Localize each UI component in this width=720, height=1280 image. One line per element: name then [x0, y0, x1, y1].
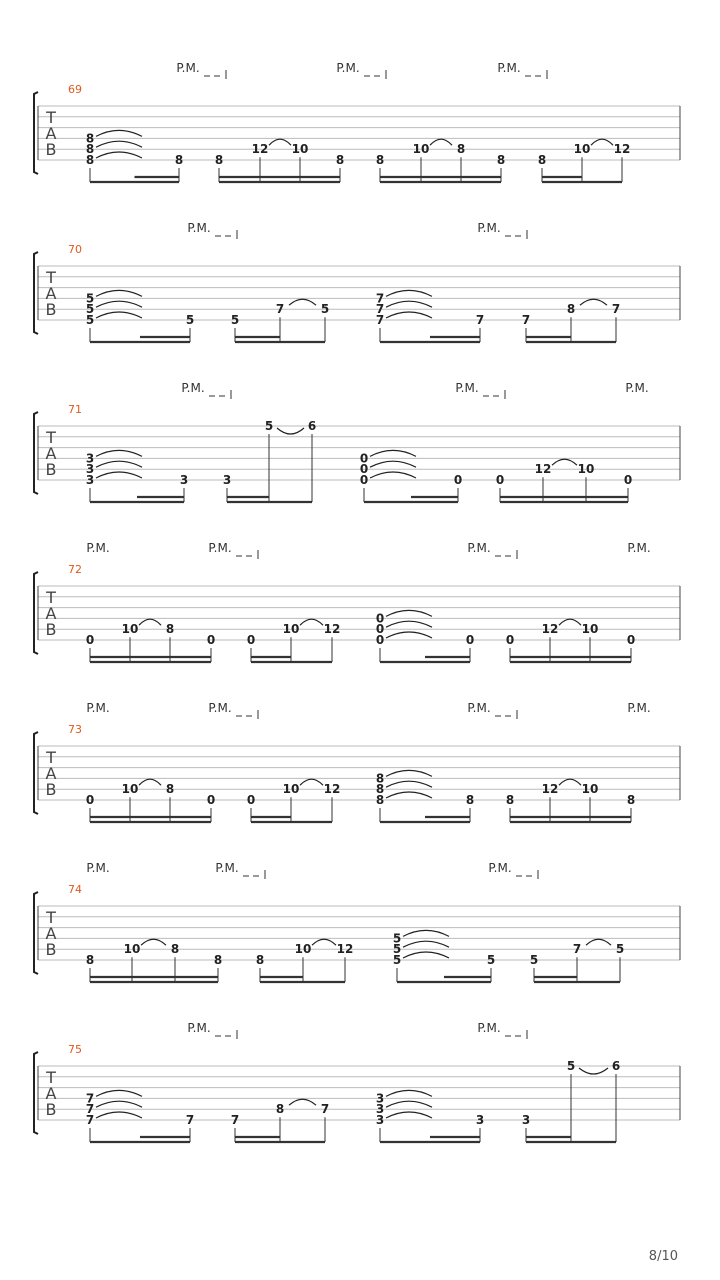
palm-mute-label: P.M.: [187, 221, 211, 235]
measure-number: 75: [68, 1043, 82, 1056]
measure-number: 71: [68, 403, 82, 416]
fret-number: 7: [275, 302, 285, 317]
slur-arc: [96, 130, 142, 136]
fret-number: 5: [85, 302, 95, 317]
fret-number: 8: [375, 793, 385, 807]
tab-clef-letter: B: [45, 1100, 57, 1119]
slur-arc: [403, 930, 449, 936]
palm-mute-label: P.M.: [336, 61, 360, 75]
fret-number: 8: [170, 942, 180, 957]
slur-arc: [96, 1101, 142, 1107]
fret-number: 5: [320, 302, 330, 317]
tab-clef-letter: T: [46, 748, 56, 767]
fret-number: 0: [453, 473, 463, 487]
slur-arc: [386, 621, 432, 627]
slur-arc: [370, 450, 416, 456]
fret-number: 7: [85, 1113, 95, 1127]
fret-number: 8: [255, 953, 265, 967]
slur-arc: [386, 632, 432, 638]
fret-number: 0: [359, 451, 369, 466]
slur-arc: [403, 952, 449, 958]
slur-arc: [370, 472, 416, 478]
tab-clef-letter: B: [45, 780, 57, 799]
tab-system: [34, 221, 680, 342]
fret-number: 8: [496, 153, 506, 167]
fret-number: 8: [375, 771, 385, 786]
slur-arc: [312, 939, 336, 945]
palm-mute-label: P.M.: [477, 1021, 501, 1035]
fret-number: 3: [475, 1113, 485, 1127]
fret-number: 10: [121, 622, 139, 637]
slur-arc: [300, 619, 323, 625]
slur-arc: [386, 312, 432, 318]
tab-clef-letter: B: [45, 940, 57, 959]
palm-mute-label: P.M.: [488, 861, 512, 875]
slur-arc: [586, 939, 611, 945]
measure-number: 69: [68, 83, 82, 96]
fret-number: 5: [185, 313, 195, 327]
fret-number: 8: [626, 793, 636, 807]
fret-number: 0: [375, 611, 385, 626]
fret-number: 3: [521, 1113, 531, 1127]
fret-number: 3: [85, 473, 95, 487]
slur-arc: [300, 779, 323, 785]
fret-number: 10: [121, 782, 139, 797]
palm-mute-label: P.M.: [208, 701, 232, 715]
slur-arc: [96, 461, 142, 467]
palm-mute-label: P.M.: [467, 541, 491, 555]
palm-mute-label: P.M.: [187, 1021, 211, 1035]
fret-number: 0: [359, 473, 369, 487]
palm-mute-label: P.M.: [625, 381, 649, 395]
slur-arc: [559, 619, 581, 625]
fret-number: 7: [572, 942, 582, 957]
slur-arc: [386, 290, 432, 296]
slur-arc: [96, 450, 142, 456]
system-bracket: [34, 732, 38, 814]
tab-clef-letter: A: [45, 924, 57, 943]
slur-arc: [277, 428, 304, 434]
fret-number: 3: [375, 1091, 385, 1106]
fret-number: 0: [505, 633, 515, 647]
fret-number: 0: [375, 622, 385, 637]
fret-number: 8: [505, 793, 515, 807]
fret-number: 5: [392, 953, 402, 967]
fret-number: 12: [534, 462, 552, 477]
fret-number: 12: [613, 142, 631, 157]
palm-mute-label: P.M.: [176, 61, 200, 75]
fret-number: 0: [626, 633, 636, 647]
fret-number: 0: [623, 473, 633, 487]
fret-number: 0: [465, 633, 475, 647]
slur-arc: [403, 941, 449, 947]
palm-mute-label: P.M.: [627, 701, 651, 715]
slur-arc: [559, 779, 581, 785]
fret-number: 3: [222, 473, 232, 487]
tab-system: [34, 61, 680, 182]
fret-number: 8: [85, 953, 95, 967]
fret-number: 7: [85, 1091, 95, 1106]
tab-clef-letter: A: [45, 124, 57, 143]
fret-number: 0: [85, 793, 95, 807]
tab-clef-letter: B: [45, 140, 57, 159]
palm-mute-label: P.M.: [215, 861, 239, 875]
fret-number: 12: [541, 622, 559, 637]
palm-mute-label: P.M.: [497, 61, 521, 75]
slur-arc: [96, 152, 142, 158]
fret-number: 0: [359, 462, 369, 477]
tab-clef-letter: T: [46, 588, 56, 607]
palm-mute-label: P.M.: [86, 861, 110, 875]
slur-arc: [269, 139, 291, 145]
tab-clef-letter: T: [46, 1068, 56, 1087]
fret-number: 10: [294, 942, 312, 957]
fret-number: 8: [165, 622, 175, 637]
fret-number: 7: [320, 1102, 330, 1117]
fret-number: 10: [291, 142, 309, 157]
fret-number: 5: [392, 942, 402, 957]
fret-number: 8: [213, 953, 223, 967]
system-bracket: [34, 1052, 38, 1134]
slur-arc: [96, 141, 142, 147]
tab-clef-letter: A: [45, 284, 57, 303]
slur-arc: [386, 792, 432, 798]
measure-number: 72: [68, 563, 82, 576]
fret-number: 0: [206, 633, 216, 647]
tab-clef-letter: A: [45, 764, 57, 783]
fret-number: 8: [85, 131, 95, 146]
fret-number: 10: [282, 622, 300, 637]
fret-number: 0: [495, 473, 505, 487]
fret-number: 3: [375, 1113, 385, 1127]
fret-number: 3: [85, 462, 95, 477]
fret-number: 5: [392, 931, 402, 946]
slur-arc: [579, 1068, 608, 1074]
slur-arc: [96, 312, 142, 318]
system-bracket: [34, 892, 38, 974]
tab-clef-letter: T: [46, 428, 56, 447]
fret-number: 7: [375, 313, 385, 327]
page-number: 8/10: [648, 1249, 678, 1264]
tab-clef-letter: A: [45, 604, 57, 623]
fret-number: 10: [581, 622, 599, 637]
fret-number: 8: [537, 153, 547, 167]
tab-system: [34, 701, 680, 822]
slur-arc: [430, 139, 452, 145]
fret-number: 6: [307, 419, 317, 433]
slur-arc: [386, 1101, 432, 1107]
fret-number: 10: [577, 462, 595, 477]
palm-mute-label: P.M.: [86, 701, 110, 715]
slur-arc: [139, 619, 161, 625]
slur-arc: [96, 1112, 142, 1118]
system-bracket: [34, 572, 38, 654]
fret-number: 8: [335, 153, 345, 167]
fret-number: 12: [251, 142, 269, 157]
system-bracket: [34, 412, 38, 494]
fret-number: 8: [375, 153, 385, 167]
fret-number: 5: [566, 1059, 576, 1073]
tab-clef-letter: T: [46, 268, 56, 287]
fret-number: 3: [179, 473, 189, 487]
fret-number: 7: [230, 1113, 240, 1127]
fret-number: 8: [165, 782, 175, 797]
palm-mute-label: P.M.: [181, 381, 205, 395]
fret-number: 5: [615, 942, 625, 957]
tab-clef-letter: T: [46, 108, 56, 127]
fret-number: 7: [611, 302, 621, 317]
fret-number: 10: [573, 142, 591, 157]
measure-number: 70: [68, 243, 82, 256]
fret-number: 8: [375, 782, 385, 797]
slur-arc: [289, 299, 316, 305]
fret-number: 3: [85, 451, 95, 466]
fret-number: 10: [412, 142, 430, 157]
fret-number: 7: [521, 313, 531, 327]
tab-system: [34, 541, 680, 662]
fret-number: 8: [456, 142, 466, 157]
slur-arc: [370, 461, 416, 467]
slur-arc: [552, 459, 577, 465]
system-bracket: [34, 92, 38, 174]
slur-arc: [96, 301, 142, 307]
fret-number: 0: [85, 633, 95, 647]
fret-number: 3: [375, 1102, 385, 1117]
tab-clef-letter: B: [45, 300, 57, 319]
slur-arc: [141, 939, 166, 945]
fret-number: 7: [375, 291, 385, 306]
slur-arc: [386, 610, 432, 616]
tab-system: [34, 381, 680, 502]
fret-number: 5: [85, 313, 95, 327]
fret-number: 8: [85, 142, 95, 157]
slur-arc: [386, 1112, 432, 1118]
slur-arc: [96, 1090, 142, 1096]
palm-mute-label: P.M.: [627, 541, 651, 555]
palm-mute-label: P.M.: [467, 701, 491, 715]
slur-arc: [96, 472, 142, 478]
tab-system: [34, 861, 680, 982]
slur-arc: [139, 779, 161, 785]
fret-number: 12: [323, 782, 341, 797]
fret-number: 12: [336, 942, 354, 957]
slur-arc: [386, 1090, 432, 1096]
slur-arc: [386, 781, 432, 787]
palm-mute-label: P.M.: [455, 381, 479, 395]
tab-clef-letter: A: [45, 444, 57, 463]
fret-number: 8: [85, 153, 95, 167]
fret-number: 10: [123, 942, 141, 957]
palm-mute-label: P.M.: [86, 541, 110, 555]
fret-number: 5: [85, 291, 95, 306]
fret-number: 7: [475, 313, 485, 327]
fret-number: 7: [375, 302, 385, 317]
fret-number: 0: [246, 793, 256, 807]
slur-arc: [289, 1099, 316, 1105]
fret-number: 0: [206, 793, 216, 807]
fret-number: 10: [282, 782, 300, 797]
fret-number: 7: [185, 1113, 195, 1127]
fret-number: 8: [214, 153, 224, 167]
tab-clef-letter: B: [45, 620, 57, 639]
fret-number: 7: [85, 1102, 95, 1117]
fret-number: 6: [611, 1059, 621, 1073]
slur-arc: [580, 299, 607, 305]
palm-mute-label: P.M.: [477, 221, 501, 235]
fret-number: 0: [375, 633, 385, 647]
fret-number: 8: [465, 793, 475, 807]
tab-clef-letter: T: [46, 908, 56, 927]
tab-system: [34, 1021, 680, 1142]
tab-clef-letter: B: [45, 460, 57, 479]
tab-clef-letter: A: [45, 1084, 57, 1103]
fret-number: 8: [275, 1102, 285, 1117]
fret-number: 0: [246, 633, 256, 647]
fret-number: 5: [230, 313, 240, 327]
fret-number: 12: [541, 782, 559, 797]
palm-mute-label: P.M.: [208, 541, 232, 555]
system-bracket: [34, 252, 38, 334]
fret-number: 10: [581, 782, 599, 797]
slur-arc: [386, 301, 432, 307]
slur-arc: [591, 139, 613, 145]
measure-number: 74: [68, 883, 82, 896]
fret-number: 5: [486, 953, 496, 967]
slur-arc: [386, 770, 432, 776]
fret-number: 5: [529, 953, 539, 967]
fret-number: 12: [323, 622, 341, 637]
slur-arc: [96, 290, 142, 296]
measure-number: 73: [68, 723, 82, 736]
fret-number: 8: [174, 153, 184, 167]
fret-number: 5: [264, 419, 274, 433]
fret-number: 8: [566, 302, 576, 317]
